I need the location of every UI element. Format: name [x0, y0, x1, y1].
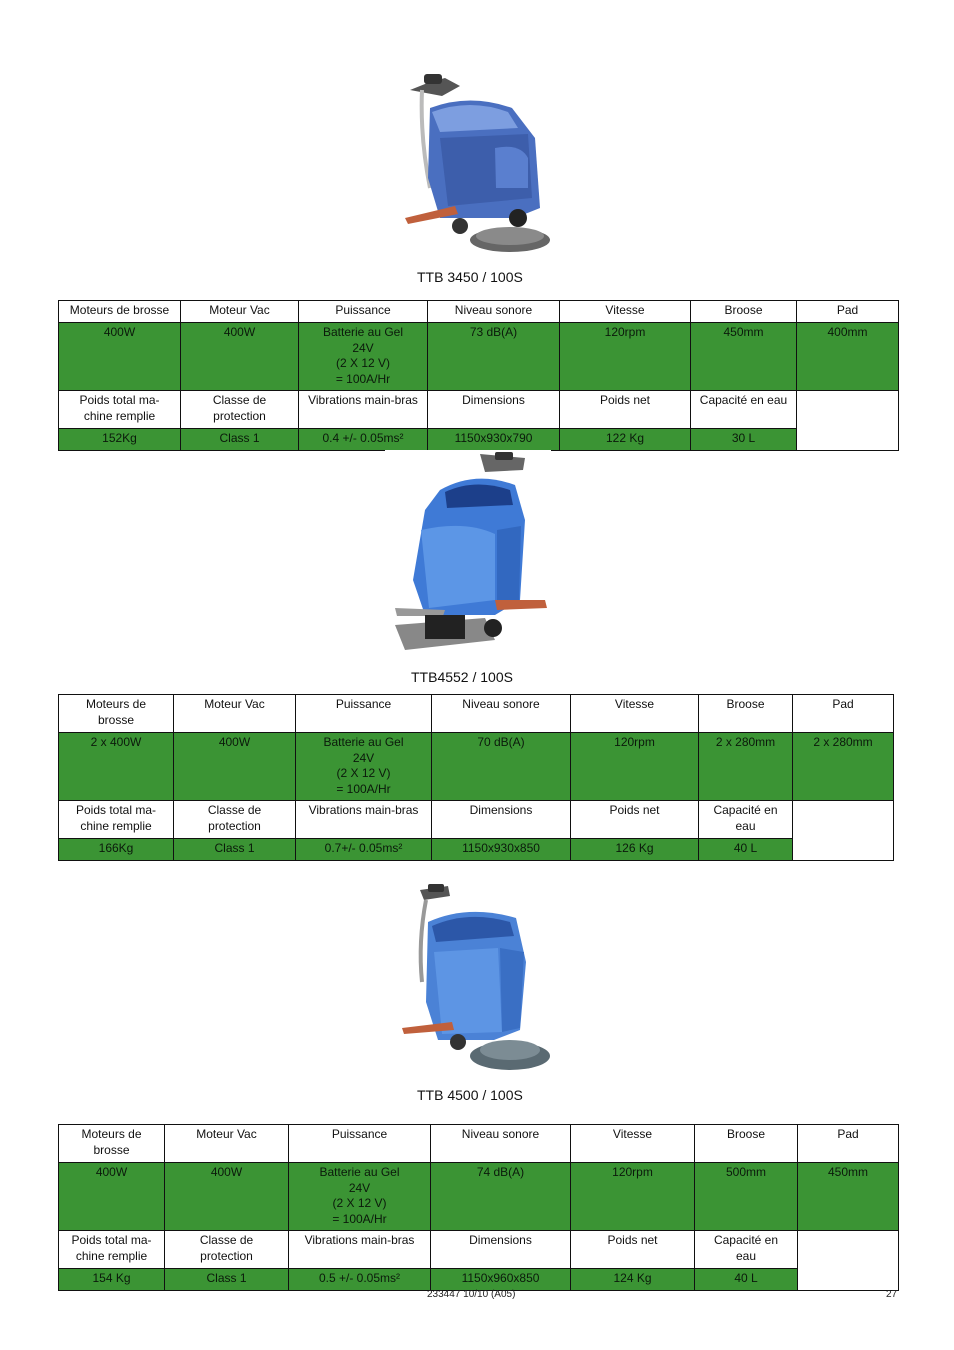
machine-title: TTB 4500 / 100S: [417, 1087, 523, 1103]
value-cell: 40 L: [699, 839, 793, 861]
empty-cell: [793, 801, 894, 861]
value-cell: Batterie au Gel 24V (2 X 12 V) = 100A/Hr: [289, 1163, 431, 1231]
value-cell: Class 1: [165, 1269, 289, 1291]
header-cell: Moteurs de brosse: [59, 301, 181, 323]
header-cell: Vitesse: [560, 301, 691, 323]
header-cell: Vibrations main-bras: [299, 391, 428, 429]
header-cell: Classe de protection: [165, 1231, 289, 1269]
value-cell: 30 L: [691, 429, 797, 451]
value-cell: 400W: [59, 1163, 165, 1231]
header-cell: Poids net: [571, 801, 699, 839]
header-cell: Pad: [797, 301, 899, 323]
header-cell: Vibrations main-bras: [289, 1231, 431, 1269]
header-cell: Puissance: [296, 695, 432, 733]
empty-cell: [798, 1231, 899, 1291]
header-cell: Poids net: [571, 1231, 695, 1269]
value-cell: 122 Kg: [560, 429, 691, 451]
spec-table-3: [58, 1124, 899, 1291]
machine-photo-ttb3450: [400, 68, 570, 258]
value-cell: 400W: [59, 323, 181, 391]
header-cell: Vitesse: [571, 1125, 695, 1163]
value-cell: 120rpm: [571, 733, 699, 801]
value-cell: 400W: [165, 1163, 289, 1231]
value-cell: 120rpm: [560, 323, 691, 391]
doc-reference: 233447 10/10 (A05): [427, 1289, 516, 1300]
machine-photo-ttb4552: [385, 450, 551, 662]
value-cell: 1150x930x850: [432, 839, 571, 861]
spec-table-2: [58, 694, 894, 861]
value-cell: 1150x930x790: [428, 429, 560, 451]
machine-title: TTB 3450 / 100S: [417, 269, 523, 285]
header-cell: Classe de protection: [181, 391, 299, 429]
header-cell: Capacité en eau: [695, 1231, 798, 1269]
value-cell: 126 Kg: [571, 839, 699, 861]
header-cell: Moteurs de brosse: [59, 1125, 165, 1163]
header-cell: Broose: [695, 1125, 798, 1163]
value-cell: 70 dB(A): [432, 733, 571, 801]
header-cell: Niveau sonore: [431, 1125, 571, 1163]
header-cell: Pad: [793, 695, 894, 733]
value-cell: 400W: [181, 323, 299, 391]
header-cell: Vitesse: [571, 695, 699, 733]
value-cell: 166Kg: [59, 839, 174, 861]
value-cell: 152Kg: [59, 429, 181, 451]
machine-photo-ttb4500: [398, 882, 556, 1082]
value-cell: 450mm: [691, 323, 797, 391]
header-cell: Poids total ma- chine remplie: [59, 1231, 165, 1269]
value-cell: 73 dB(A): [428, 323, 560, 391]
value-cell: Batterie au Gel 24V (2 X 12 V) = 100A/Hr: [299, 323, 428, 391]
value-cell: 450mm: [798, 1163, 899, 1231]
header-cell: Puissance: [299, 301, 428, 323]
header-cell: Vibrations main-bras: [296, 801, 432, 839]
value-cell: 400W: [174, 733, 296, 801]
value-cell: Class 1: [181, 429, 299, 451]
header-cell: Moteur Vac: [174, 695, 296, 733]
value-cell: Class 1: [174, 839, 296, 861]
spec-table-1: [58, 300, 899, 451]
header-cell: Puissance: [289, 1125, 431, 1163]
value-cell: 2 x 280mm: [793, 733, 894, 801]
header-cell: Niveau sonore: [432, 695, 571, 733]
value-cell: 40 L: [695, 1269, 798, 1291]
header-cell: Broose: [699, 695, 793, 733]
empty-cell: [797, 391, 899, 451]
header-cell: Moteurs de brosse: [59, 695, 174, 733]
value-cell: 2 x 280mm: [699, 733, 793, 801]
header-cell: Broose: [691, 301, 797, 323]
header-cell: Dimensions: [428, 391, 560, 429]
machine-title: TTB4552 / 100S: [411, 669, 513, 685]
header-cell: Capacité en eau: [699, 801, 793, 839]
header-cell: Niveau sonore: [428, 301, 560, 323]
header-cell: Poids total ma- chine remplie: [59, 391, 181, 429]
header-cell: Poids net: [560, 391, 691, 429]
header-cell: Dimensions: [431, 1231, 571, 1269]
header-cell: Poids total ma- chine remplie: [59, 801, 174, 839]
value-cell: 400mm: [797, 323, 899, 391]
page-number: 27: [886, 1289, 898, 1300]
value-cell: 0.7+/- 0.05ms²: [296, 839, 432, 861]
header-cell: Moteur Vac: [181, 301, 299, 323]
value-cell: 120rpm: [571, 1163, 695, 1231]
header-cell: Dimensions: [432, 801, 571, 839]
header-cell: Capacité en eau: [691, 391, 797, 429]
value-cell: 74 dB(A): [431, 1163, 571, 1231]
value-cell: 0.4 +/- 0.05ms²: [299, 429, 428, 451]
value-cell: Batterie au Gel 24V (2 X 12 V) = 100A/Hr: [296, 733, 432, 801]
value-cell: 0.5 +/- 0.05ms²: [289, 1269, 431, 1291]
header-cell: Pad: [798, 1125, 899, 1163]
header-cell: Classe de protection: [174, 801, 296, 839]
value-cell: 2 x 400W: [59, 733, 174, 801]
value-cell: 154 Kg: [59, 1269, 165, 1291]
value-cell: 124 Kg: [571, 1269, 695, 1291]
value-cell: 500mm: [695, 1163, 798, 1231]
header-cell: Moteur Vac: [165, 1125, 289, 1163]
value-cell: 1150x960x850: [431, 1269, 571, 1291]
